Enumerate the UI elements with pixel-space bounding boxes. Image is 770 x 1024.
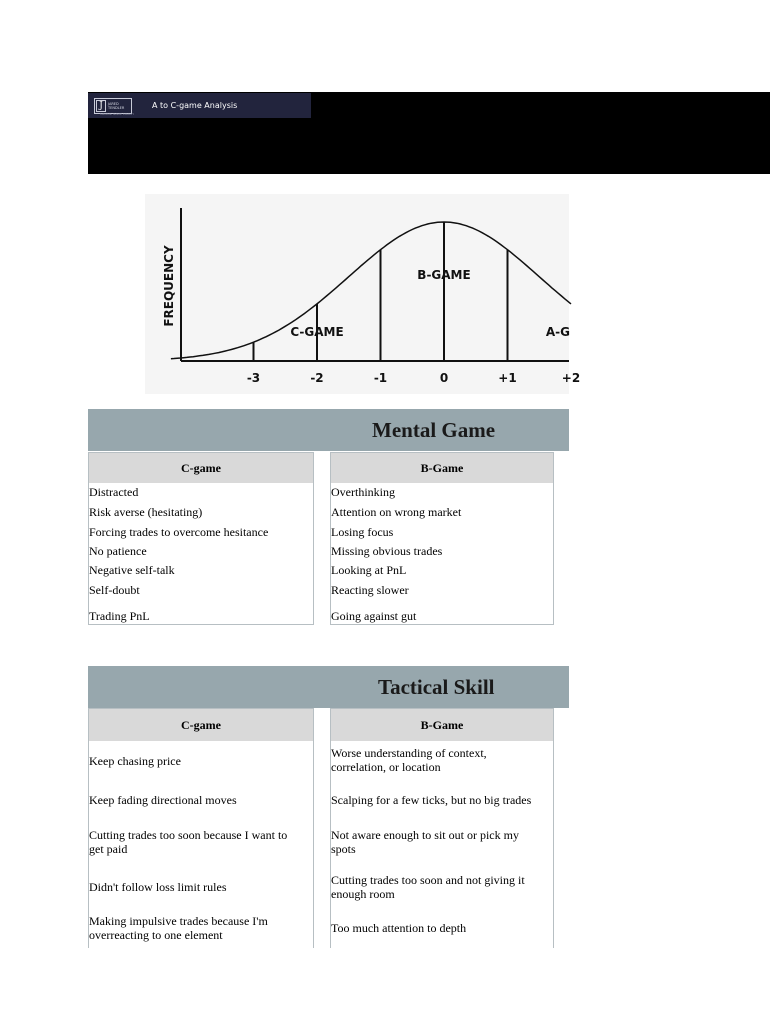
tactical-skill-bgame-item [331,746,487,774]
mental-game-title: Mental Game [372,418,496,442]
tactical-skill-bgame-item-line: correlation, or location [331,760,441,774]
x-tick-label: +1 [498,371,517,385]
tactical-skill-bgame-item-line: Too much attention to depth [331,921,467,935]
mental-game-bgame-item: Losing focus [331,525,394,539]
tactical-skill-cgame-item-line: get paid [89,842,128,856]
mental-game-bgame-item: Overthinking [331,485,395,499]
tactical-skill-cgame-item-line: Didn't follow loss limit rules [89,880,227,894]
mental-game-cgame-item: Trading PnL [89,609,150,623]
mental-game-cgame-item: Distracted [89,485,139,499]
tactical-skill-header-bar [88,666,569,708]
logo-text [108,102,124,110]
tactical-skill-bgame-item-line: Cutting trades too soon and not giving it [331,873,525,887]
logo-tagline: MENTAL GAME COACH [100,112,134,116]
tactical-skill-cgame-item-line: overreacting to one element [89,928,223,942]
tactical-skill-bgame-item [331,873,525,901]
tactical-skill-bgame-item-line: Worse understanding of context, [331,746,487,760]
mental-game-cgame-item: Negative self-talk [89,563,175,577]
y-axis-label: FREQUENCY [162,245,176,327]
x-tick-label: -2 [310,371,324,385]
header-banner [88,93,311,118]
distribution-chart [145,194,581,394]
tactical-skill-cgame-item [89,914,268,942]
mental-game-bgame-header: B-Game [331,453,553,483]
tactical-skill-cgame-header: C-game [89,709,313,741]
mental-game-cgame-column [88,452,314,625]
region-label: A-G [545,325,570,339]
tactical-skill-cgame-item-line: Cutting trades too soon because I want to [89,828,288,842]
tactical-skill-bgame-column [330,708,554,948]
tactical-skill-cgame-item-line: Making impulsive trades because I'm [89,914,268,928]
tactical-skill-bgame-item [331,793,531,807]
distribution-curve [171,222,571,359]
tactical-skill-bgame-item-line: enough room [331,887,395,901]
logo-text-line2: TENDLER [108,105,125,110]
mental-game-bgame-column [330,452,554,625]
tactical-skill-cgame-item [89,828,287,856]
mental-game-bgame-item: Going against gut [331,609,417,623]
tactical-skill-cgame-column [88,708,314,948]
tactical-skill-bgame-item-line: spots [331,842,356,856]
tactical-skill-title: Tactical Skill [378,675,495,699]
x-tick-label: +2 [561,371,581,385]
x-tick-label: -3 [246,371,261,385]
mental-game-cgame-header: C-game [89,453,313,483]
tactical-skill-bgame-header: B-Game [331,709,553,741]
mental-game-bgame-item: Missing obvious trades [331,544,443,558]
mental-game-bgame-item: Looking at PnL [331,563,407,577]
tactical-skill-bgame-item-line: Not aware enough to sit out or pick my [331,828,519,842]
logo-mark: J [96,100,106,112]
x-tick-label: 0 [439,371,449,385]
tactical-skill-bgame-item [331,921,466,935]
banner-title: A to C-game Analysis [152,101,238,110]
region-label: C-GAME [290,325,344,339]
tactical-skill-cgame-item-line: Keep chasing price [89,754,181,768]
mental-game-cgame-item: Forcing trades to overcome hesitance [89,525,269,539]
region-label: B-GAME [417,268,471,282]
tactical-skill-cgame-item [89,880,227,894]
mental-game-cgame-item: No patience [89,544,147,558]
tactical-skill-cgame-item-line: Keep fading directional moves [89,793,237,807]
tactical-skill-bgame-item-line: Scalping for a few ticks, but no big trades [331,793,532,807]
logo-text-line1: JARED [108,101,119,106]
tactical-skill-cgame-item [89,793,237,807]
mental-game-cgame-item: Self-doubt [89,583,140,597]
mental-game-bgame-item: Attention on wrong market [331,505,462,519]
x-tick-label: -1 [373,371,388,385]
distribution-chart-svg [145,194,581,394]
tactical-skill-cgame-item [89,754,181,768]
mental-game-cgame-item: Risk averse (hesitating) [89,505,203,519]
tactical-skill-bgame-item [331,828,519,856]
mental-game-bgame-item: Reacting slower [331,583,409,597]
mental-game-header-bar [88,409,569,451]
